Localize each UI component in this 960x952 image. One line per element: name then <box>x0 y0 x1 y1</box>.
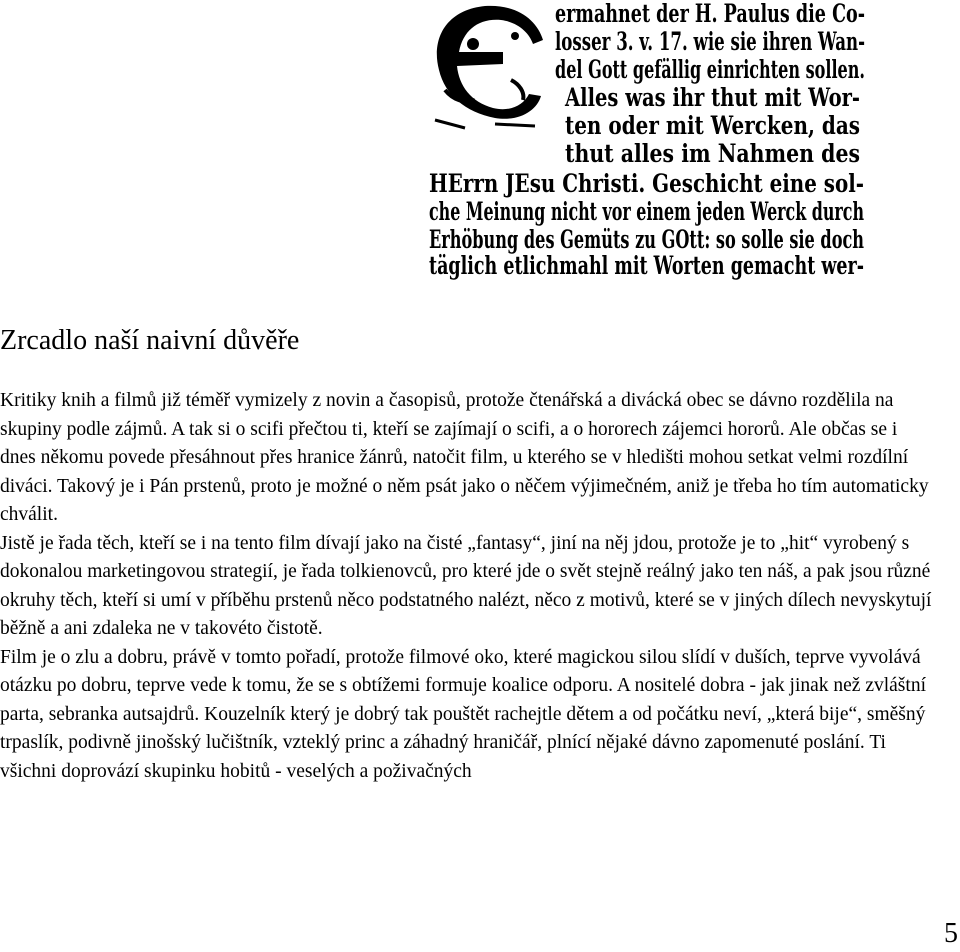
article-title: Zrcadlo naší naivní důvěře <box>0 325 300 356</box>
fraktur-line-3: del Gott gefällig einrichten sollen. <box>555 55 865 84</box>
fraktur-line-8: che Meinung nicht vor einem jeden Werck durch <box>429 197 864 226</box>
fraktur-line-4: Alles was ihr thut mit Wor- <box>564 83 860 112</box>
fraktur-woodcut-image <box>425 0 870 285</box>
paragraph-2: Jistě je řada těch, kteří se i na tento film dívají jako na čisté „fantasy“, jiní na něj jdou, protože je to „hit“ vyrobený s dokonalou marketingovou strategií, je řada tolkienovců, pro které jde o svět stejně reálný jako ten náš, a pak jsou různé okruhy těch, kteří si umí v příběhu prstenů něco podstatného nalézt, něco z motivů, které se v jiných dílech nevyskytují běžně a ani zdaleka ne v takovéto čistotě. <box>0 532 932 639</box>
fraktur-line-6: thut alles im Nahmen des <box>565 139 860 168</box>
fraktur-line-9: Erhöbung des Gemüts zu GOtt: so solle sie doch <box>429 225 864 254</box>
fraktur-line-10: täglich etlichmahl mit Worten gemacht wer- <box>429 251 864 280</box>
page-number: 5 <box>944 918 958 949</box>
fraktur-line-5: ten oder mit Wercken, das <box>565 111 860 140</box>
ornate-initial-e-icon <box>427 2 545 130</box>
fraktur-line-2: losser 3. v. 17. wie sie ihren Wan- <box>555 27 865 56</box>
fraktur-line-1: ermahnet der H. Paulus die Co- <box>555 0 865 28</box>
paragraph-3: Film je o zlu a dobru, právě v tomto pořadí, protože filmové oko, které magickou silou slídí v duších, teprve vyvolává otázku po dobru, teprve vede k tomu, že se s obtížemi formuje koalice odporu. A nositelé dobra - jak jinak než zvláštní parta, sebranka autsajdrů. Kouzelník který je dobrý tak pouštět rachejtle dětem a od počátku neví, „která bije“, směšný trpaslík, podivně jinošský lučištník, vzteklý princ a záhadný hraničář, plnící nějaké dávno zapomenuté poslání. Ti všichni doprovází skupinku hobitů - veselých a poživačných <box>0 646 926 782</box>
woodcut-svg <box>425 0 870 285</box>
paragraph-1: Kritiky knih a filmů již téměř vymizely z novin a časopisů, protože čtenářská a divácká obec se dávno rozdělila na skupiny podle zájmů. A tak si o scifi přečtou ti, kteří se zajímají o scifi, a o hororech zájemci hororů. Ale občas se i dnes někomu povede přesáhnout přes hranice žánrů, natočit film, u kterého se v hledišti mohou setkat velmi rozdílní diváci. Takový je i Pán prstenů, proto je možné o něm psát jako o něčem výjimečném, aniž je třeba ho tím automaticky chválit. <box>0 390 929 525</box>
fraktur-line-7: HErrn JEsu Christi. Geschicht eine sol- <box>429 169 864 198</box>
article-body <box>0 387 935 786</box>
